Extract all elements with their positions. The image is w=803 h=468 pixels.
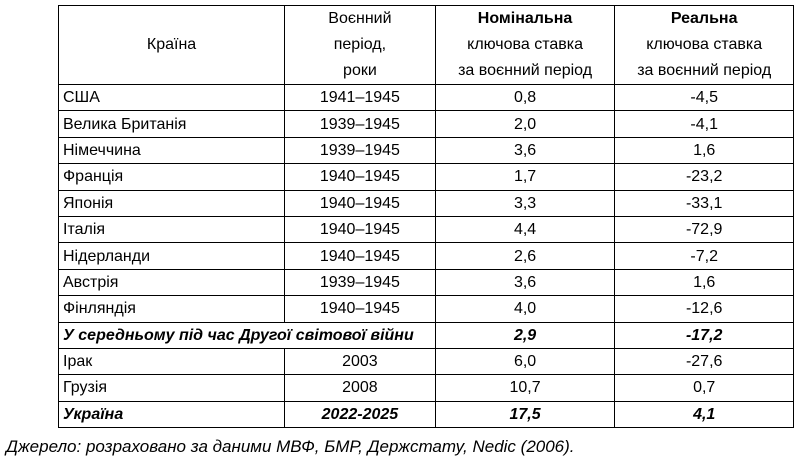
cell-real: 0,7: [615, 375, 794, 401]
cell-period: 2003: [285, 348, 436, 374]
cell-country: Грузія: [59, 375, 285, 401]
cell-country: Японія: [59, 190, 285, 216]
cell-country: Німеччина: [59, 137, 285, 163]
table-row: [59, 111, 794, 137]
cell-nominal: 3,6: [435, 269, 615, 295]
ukraine-country: Україна: [59, 401, 285, 427]
cell-period: 1940–1945: [285, 243, 436, 269]
cell-nominal: 6,0: [435, 348, 615, 374]
cell-country: Італія: [59, 216, 285, 242]
table-row: [59, 269, 794, 295]
header-country: Країна: [59, 6, 285, 85]
table-row: [59, 375, 794, 401]
cell-real: 1,6: [615, 269, 794, 295]
header-real-line: за воєнний період: [637, 62, 772, 79]
cell-nominal: 0,8: [435, 85, 615, 111]
cell-period: 1941–1945: [285, 85, 436, 111]
cell-real: -4,5: [615, 85, 794, 111]
cell-period: 2008: [285, 375, 436, 401]
cell-real: -23,2: [615, 164, 794, 190]
cell-period: 1940–1945: [285, 164, 436, 190]
table-row: [59, 348, 794, 374]
header-real: [615, 6, 794, 85]
cell-real: -33,1: [615, 190, 794, 216]
cell-nominal: 4,4: [435, 216, 615, 242]
cell-real: -27,6: [615, 348, 794, 374]
cell-nominal: 2,0: [435, 111, 615, 137]
header-nominal-title: Номінальна: [477, 10, 573, 27]
header-real-title: Реальна: [670, 10, 738, 27]
average-label: У середньому під час Другої світової війни: [59, 322, 436, 348]
table-row: [59, 164, 794, 190]
cell-country: США: [59, 85, 285, 111]
header-nominal: [435, 6, 615, 85]
cell-nominal: 2,6: [435, 243, 615, 269]
cell-period: 1940–1945: [285, 216, 436, 242]
rates-table: [58, 5, 794, 428]
table-row: [59, 137, 794, 163]
header-period: [285, 6, 436, 85]
cell-country: Нідерланди: [59, 243, 285, 269]
ukraine-real: 4,1: [615, 401, 794, 427]
cell-real: -72,9: [615, 216, 794, 242]
header-period-line: роки: [343, 62, 377, 79]
table-row: [59, 190, 794, 216]
ukraine-nominal: 17,5: [435, 401, 615, 427]
cell-real: 1,6: [615, 137, 794, 163]
header-nominal-line: ключова ставка: [467, 36, 583, 53]
cell-nominal: 3,3: [435, 190, 615, 216]
table-row: [59, 243, 794, 269]
cell-country: Франція: [59, 164, 285, 190]
cell-nominal: 3,6: [435, 137, 615, 163]
cell-period: 1939–1945: [285, 111, 436, 137]
header-nominal-line: за воєнний період: [458, 62, 593, 79]
header-real-line: ключова ставка: [646, 36, 763, 53]
cell-period: 1939–1945: [285, 269, 436, 295]
average-nominal: 2,9: [435, 322, 615, 348]
table-row: [59, 85, 794, 111]
cell-real: -7,2: [615, 243, 794, 269]
cell-country: Ірак: [59, 348, 285, 374]
cell-nominal: 10,7: [435, 375, 615, 401]
cell-nominal: 4,0: [435, 296, 615, 322]
average-row: [59, 322, 794, 348]
table-row: [59, 216, 794, 242]
source-note: Джерело: розраховано за даними МВФ, БМР, Держстату, Nedic (2006).: [6, 437, 575, 456]
cell-nominal: 1,7: [435, 164, 615, 190]
cell-real: -4,1: [615, 111, 794, 137]
table-row: [59, 296, 794, 322]
header-period-line: Воєнний: [328, 10, 392, 27]
cell-country: Велика Британія: [59, 111, 285, 137]
header-row: [59, 6, 794, 85]
average-real: -17,2: [615, 322, 794, 348]
cell-period: 1939–1945: [285, 137, 436, 163]
cell-real: -12,6: [615, 296, 794, 322]
cell-period: 1940–1945: [285, 296, 436, 322]
cell-period: 1940–1945: [285, 190, 436, 216]
cell-country: Австрія: [59, 269, 285, 295]
ukraine-row: [59, 401, 794, 427]
ukraine-period: 2022-2025: [285, 401, 436, 427]
header-period-line: період,: [333, 36, 387, 53]
cell-country: Фінляндія: [59, 296, 285, 322]
